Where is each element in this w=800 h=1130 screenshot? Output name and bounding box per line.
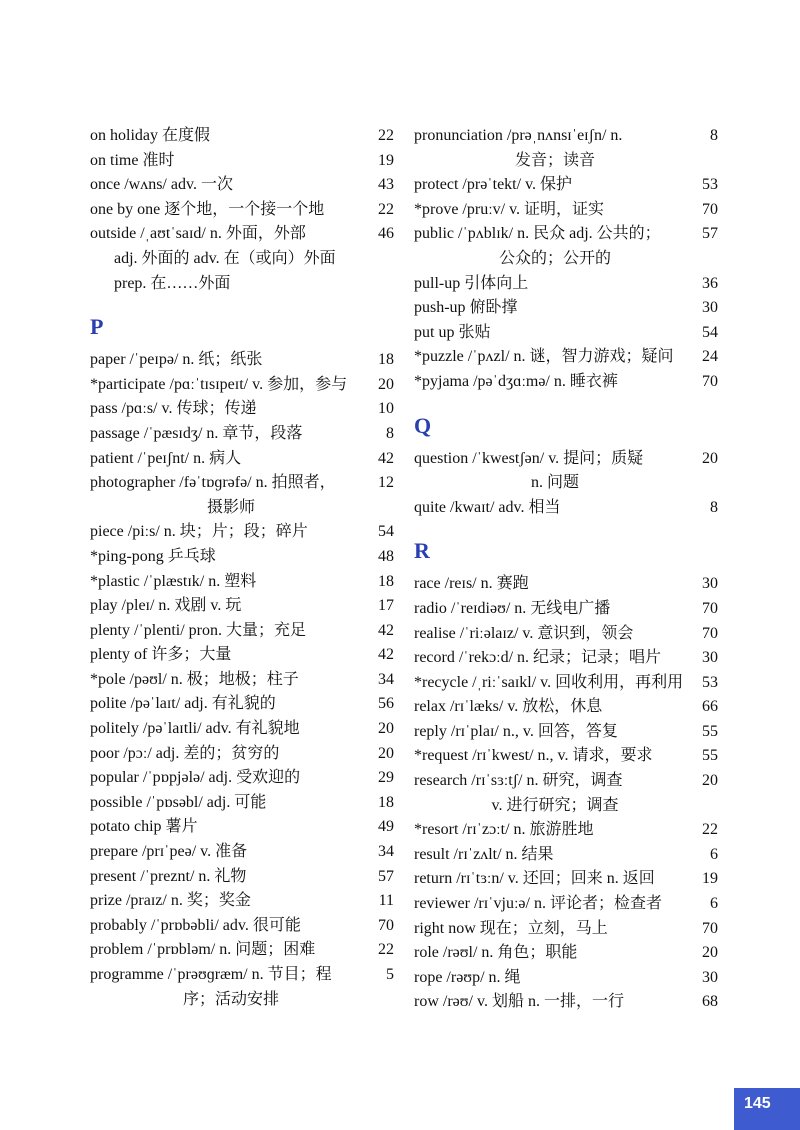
glossary-entry [414, 892, 720, 917]
entry-headword-line: one by one 逐个地，一个接一个地 [90, 200, 325, 218]
entry-headword-line: *pyjama /pəˈdʒɑːmə/ n. 睡衣裤 [414, 372, 618, 390]
glossary-entry [90, 222, 396, 296]
entry-page-number: 12 [378, 474, 394, 492]
glossary-entry [414, 124, 720, 173]
glossary-entry [90, 373, 396, 398]
entry-page-number: 18 [378, 572, 394, 590]
glossary-entry [414, 917, 720, 942]
glossary-entry [90, 668, 396, 693]
entry-continuation-line: 公众的；公开的 [498, 249, 611, 267]
entry-page-number: 36 [702, 274, 718, 292]
entry-page-number: 34 [378, 843, 394, 861]
entry-continuation-line: v. 进行研究；调查 [491, 796, 619, 814]
entry-page-number: 6 [710, 845, 718, 863]
glossary-entry [414, 646, 720, 671]
entry-headword-line: prize /praɪz/ n. 奖；奖金 [90, 892, 251, 910]
entry-page-number: 20 [378, 375, 394, 393]
glossary-entry [414, 843, 720, 868]
entry-page-number: 54 [702, 323, 718, 341]
glossary-entry [90, 149, 396, 174]
glossary-entry [414, 720, 720, 745]
entry-headword-line: problem /ˈprɒbləm/ n. 问题；困难 [90, 941, 316, 959]
entry-headword-line: *ping-pong 乒乓球 [90, 547, 216, 565]
entry-headword-line: potato chip 薯片 [90, 818, 198, 836]
glossary-entry [90, 619, 396, 644]
entry-page-number: 54 [378, 523, 394, 541]
glossary-entry [90, 791, 396, 816]
glossary-entry [90, 124, 396, 149]
section-letter-heading: Q [414, 412, 432, 438]
entry-headword-line: popular /ˈpɒpjələ/ adj. 受欢迎的 [90, 769, 301, 787]
entry-page-number: 29 [378, 769, 394, 787]
entry-headword-line: return /rɪˈtɜːn/ v. 还回；回来 n. 返回 [414, 870, 655, 888]
entry-page-number: 20 [702, 944, 718, 962]
entry-page-number: 70 [378, 916, 394, 934]
entry-headword-line: *resort /rɪˈzɔːt/ n. 旅游胜地 [414, 821, 594, 839]
glossary-entry [414, 744, 720, 769]
entry-headword-line: right now 现在；立刻，马上 [414, 919, 608, 937]
entry-headword-line: patient /ˈpeɪʃnt/ n. 病人 [90, 449, 242, 467]
entry-headword-line: *plastic /ˈplæstɪk/ n. 塑料 [90, 572, 257, 590]
glossary-entry [414, 867, 720, 892]
glossary-entry [414, 447, 720, 496]
entry-headword-line: *puzzle /ˈpʌzl/ n. 谜，智力游戏；疑问 [414, 348, 674, 366]
glossary-entry [90, 766, 396, 791]
entry-page-number: 8 [710, 127, 718, 144]
glossary-entry [414, 321, 720, 346]
glossary-entry [90, 865, 396, 890]
entry-page-number: 55 [702, 747, 718, 765]
entry-headword-line: protect /prəˈtekt/ v. 保护 [414, 176, 573, 194]
entry-page-number: 19 [702, 870, 718, 888]
glossary-entry [414, 769, 720, 818]
entry-page-number: 6 [710, 895, 718, 913]
glossary-entry [90, 545, 396, 570]
entry-headword-line: outside /ˌaʊtˈsaɪd/ n. 外面，外部 [90, 225, 306, 243]
entry-headword-line: question /ˈkwestʃən/ v. 提问；质疑 [414, 449, 644, 467]
entry-headword-line: radio /ˈreɪdiəʊ/ n. 无线电广播 [414, 599, 611, 617]
entry-headword-line: role /rəʊl/ n. 角色；职能 [414, 944, 578, 962]
section-letter-heading: R [414, 538, 430, 564]
entry-page-number: 56 [378, 695, 394, 713]
glossary-entry [414, 597, 720, 622]
glossary-entry [414, 370, 720, 395]
glossary-entry [414, 622, 720, 647]
entry-page-number: 8 [710, 498, 718, 516]
entry-page-number: 68 [702, 993, 718, 1011]
entry-headword-line: poor /pɔː/ adj. 差的；贫穷的 [90, 744, 280, 762]
entry-page-number: 43 [378, 176, 394, 194]
entry-headword-line: result /rɪˈzʌlt/ n. 结果 [414, 845, 554, 863]
entry-headword-line: probably /ˈprɒbəbli/ adv. 很可能 [90, 916, 301, 934]
entry-headword-line: programme /ˈprəʊɡræm/ n. 节目；程 [90, 966, 332, 983]
glossary-entry [90, 397, 396, 422]
glossary-entry [414, 272, 720, 297]
glossary-entry [414, 990, 720, 1015]
glossary-entry [414, 496, 720, 521]
entry-continuation-line: n. 问题 [530, 474, 579, 492]
entry-headword-line: pronunciation /prəˌnʌnsɪˈeɪʃn/ n. [414, 127, 623, 144]
entry-page-number: 66 [702, 698, 718, 716]
entry-headword-line: politely /pəˈlaɪtli/ adv. 有礼貌地 [90, 720, 300, 738]
entry-page-number: 8 [386, 424, 394, 442]
entry-headword-line: *prove /pruːv/ v. 证明，证实 [414, 200, 605, 218]
entry-headword-line: *recycle /ˌriːˈsaɪkl/ v. 回收利用，再利用 [414, 673, 684, 691]
entry-page-number: 20 [702, 449, 718, 467]
entry-headword-line: record /ˈrekɔːd/ n. 纪录；记录；唱片 [414, 649, 662, 667]
entry-page-number: 70 [702, 372, 718, 390]
glossary-entry [90, 422, 396, 447]
entry-page-number: 11 [378, 892, 394, 910]
entry-headword-line: put up 张贴 [414, 323, 491, 341]
entry-page-number: 17 [378, 597, 394, 615]
entry-headword-line: *participate /pɑːˈtɪsɪpeɪt/ v. 参加，参与 [90, 375, 348, 393]
entry-headword-line: plenty /ˈplenti/ pron. 大量；充足 [90, 621, 306, 639]
entry-headword-line: *request /rɪˈkwest/ n., v. 请求，要求 [414, 747, 653, 765]
page-number-badge: 145 [734, 1088, 800, 1130]
entry-headword-line: reviewer /rɪˈvjuːə/ n. 评论者；检查者 [414, 895, 662, 913]
glossary-entry [414, 966, 720, 991]
entry-page-number: 24 [702, 348, 718, 366]
right-column [414, 124, 720, 1015]
glossary-entry [90, 198, 396, 223]
entry-page-number: 57 [702, 225, 718, 243]
entry-headword-line: plenty of 许多；大量 [90, 646, 232, 664]
entry-continuation-line: prep. 在……外面 [114, 274, 231, 292]
glossary-entry [414, 695, 720, 720]
glossary-entry [414, 818, 720, 843]
entry-continuation-line: 摄影师 [206, 498, 255, 516]
entry-page-number: 57 [378, 867, 394, 885]
entry-page-number: 48 [378, 547, 394, 565]
glossary-entry [90, 447, 396, 472]
entry-headword-line: pull-up 引体向上 [414, 274, 529, 292]
entry-page-number: 30 [702, 649, 718, 667]
entry-headword-line: row /rəʊ/ v. 划船 n. 一排，一行 [414, 993, 624, 1011]
glossary-entry [90, 889, 396, 914]
entry-headword-line: passage /ˈpæsɪdʒ/ n. 章节，段落 [90, 424, 303, 442]
glossary-entry [90, 914, 396, 939]
entry-page-number: 20 [702, 772, 718, 790]
left-column [90, 124, 396, 1012]
entry-page-number: 42 [378, 621, 394, 639]
entry-headword-line: race /reɪs/ n. 赛跑 [414, 575, 529, 593]
entry-page-number: 5 [386, 966, 394, 983]
entry-page-number: 53 [702, 673, 718, 691]
glossary-entry [90, 692, 396, 717]
glossary-entry [414, 222, 720, 271]
glossary-entry [90, 643, 396, 668]
entry-headword-line: polite /pəˈlaɪt/ adj. 有礼貌的 [90, 695, 276, 713]
glossary-entry [414, 671, 720, 696]
entry-continuation-line: 序；活动安排 [182, 990, 279, 1008]
entry-page-number: 55 [702, 722, 718, 740]
entry-headword-line: public /ˈpʌblɪk/ n. 民众 adj. 公共的； [414, 225, 661, 243]
entry-page-number: 22 [378, 200, 394, 218]
entry-page-number: 20 [378, 744, 394, 762]
glossary-entry [90, 348, 396, 373]
entry-headword-line: present /ˈpreznt/ n. 礼物 [90, 867, 247, 885]
entry-headword-line: prepare /prɪˈpeə/ v. 准备 [90, 843, 248, 861]
glossary-entry [414, 941, 720, 966]
entry-headword-line: *pole /pəʊl/ n. 极；地极；柱子 [90, 670, 299, 688]
entry-headword-line: research /rɪˈsɜːtʃ/ n. 研究，调查 [414, 772, 623, 790]
glossary-entry [90, 594, 396, 619]
entry-page-number: 22 [378, 127, 394, 144]
glossary-entry [90, 815, 396, 840]
entry-headword-line: paper /ˈpeɪpə/ n. 纸；纸张 [90, 351, 263, 369]
entry-headword-line: push-up 俯卧撑 [414, 299, 518, 317]
glossary-entry [90, 742, 396, 767]
entry-headword-line: quite /kwaɪt/ adv. 相当 [414, 498, 561, 516]
entry-page-number: 20 [378, 720, 394, 738]
entry-headword-line: on holiday 在度假 [90, 127, 210, 144]
entry-page-number: 70 [702, 919, 718, 937]
glossary-entry [90, 717, 396, 742]
entry-page-number: 30 [702, 575, 718, 593]
entry-headword-line: on time 准时 [90, 151, 175, 169]
entry-continuation-line: adj. 外面的 adv. 在（或向）外面 [114, 249, 336, 267]
glossary-entry [414, 173, 720, 198]
glossary-entry [90, 173, 396, 198]
glossary-entry [90, 570, 396, 595]
glossary-entry [414, 198, 720, 223]
glossary-entry [90, 520, 396, 545]
glossary-entry [90, 840, 396, 865]
entry-continuation-line: 发音；读音 [514, 151, 595, 169]
entry-page-number: 70 [702, 200, 718, 218]
entry-page-number: 70 [702, 624, 718, 642]
entry-headword-line: once /wʌns/ adv. 一次 [90, 176, 233, 194]
entry-page-number: 70 [702, 599, 718, 617]
entry-page-number: 30 [702, 299, 718, 317]
entry-page-number: 49 [378, 818, 394, 836]
entry-headword-line: play /pleɪ/ n. 戏剧 v. 玩 [90, 597, 242, 615]
glossary-entry [90, 471, 396, 520]
entry-page-number: 18 [378, 793, 394, 811]
entry-headword-line: realise /ˈriːəlaɪz/ v. 意识到，领会 [414, 624, 634, 642]
entry-headword-line: reply /rɪˈplaɪ/ n., v. 回答，答复 [414, 722, 618, 740]
entry-headword-line: photographer /fəˈtɒɡrəfə/ n. 拍照者， [90, 474, 336, 492]
entry-page-number: 22 [378, 941, 394, 959]
entry-headword-line: rope /rəʊp/ n. 绳 [414, 968, 521, 986]
entry-page-number: 10 [378, 400, 394, 418]
glossary-entry [414, 345, 720, 370]
glossary-entry [414, 572, 720, 597]
entry-page-number: 42 [378, 449, 394, 467]
glossary-entry [414, 296, 720, 321]
entry-page-number: 18 [378, 351, 394, 369]
entry-headword-line: piece /piːs/ n. 块；片；段；碎片 [90, 523, 308, 541]
entry-page-number: 30 [702, 968, 718, 986]
entry-headword-line: possible /ˈpɒsəbl/ adj. 可能 [90, 793, 267, 811]
glossary-entry [90, 938, 396, 963]
entry-page-number: 46 [378, 225, 394, 243]
glossary-entry [90, 963, 396, 1012]
entry-page-number: 53 [702, 176, 718, 194]
entry-headword-line: pass /pɑːs/ v. 传球；传递 [90, 400, 257, 418]
entry-page-number: 42 [378, 646, 394, 664]
section-letter-heading: P [90, 314, 104, 340]
entry-headword-line: relax /rɪˈlæks/ v. 放松，休息 [414, 698, 603, 716]
entry-page-number: 34 [378, 670, 394, 688]
entry-page-number: 22 [702, 821, 718, 839]
entry-page-number: 19 [378, 151, 394, 169]
